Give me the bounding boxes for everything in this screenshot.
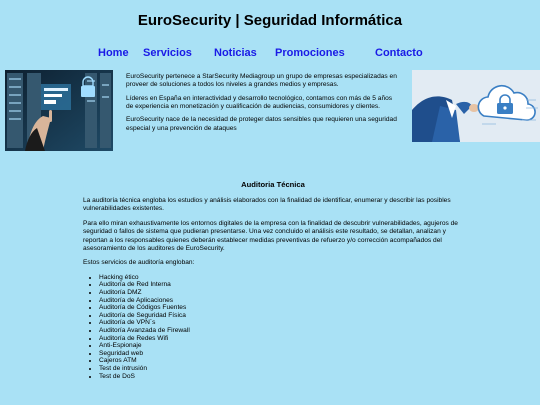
list-item: • Auditoría DMZ bbox=[99, 289, 463, 297]
section-heading: Auditoria Técnica bbox=[241, 180, 305, 189]
nav-servicios-link[interactable]: Servicios bbox=[143, 47, 192, 59]
list-item: • Hacking ético bbox=[99, 274, 463, 282]
list-item: • Auditoría de Redes Wifi bbox=[99, 335, 463, 343]
list-item: • Auditoría de VPN´s bbox=[99, 319, 463, 327]
list-item: • Auditoría de Red Interna bbox=[99, 281, 463, 289]
nav-contacto-link[interactable]: Contacto bbox=[375, 47, 423, 59]
list-item: • Auditoría de Seguridad Física bbox=[99, 312, 463, 320]
list-item: • Anti-Espionaje bbox=[99, 342, 463, 350]
nav-home-link[interactable]: Home bbox=[98, 47, 129, 59]
cloud-security-image bbox=[412, 70, 540, 142]
list-item: • Test de intrusión bbox=[99, 365, 463, 373]
site-title: EuroSecurity | Seguridad Informática bbox=[137, 12, 403, 29]
intro-paragraph: EuroSecurity nace de la necesidad de proteger datos sensibles que requieren una seguridad especial y una prevención de ataques bbox=[126, 116, 397, 132]
main-content bbox=[83, 180, 463, 380]
intro-paragraph: Líderes en España en interactividad y desarrollo tecnológico, contamos con más de 5 años de experiencia en monetización y cualificación de audiencias, consumidores y clientes. bbox=[126, 94, 393, 111]
list-item: • Seguridad web bbox=[99, 350, 463, 358]
content-paragraph: Estos servicios de auditoría engloban: bbox=[83, 259, 195, 267]
intro-text bbox=[126, 73, 398, 138]
nav-promociones-link[interactable]: Promociones bbox=[275, 47, 345, 59]
content-paragraph: Para ello miran exhaustivamente los entornos digitales de la empresa con la finalidad de descubrir vulnerabilidades, agujeros de seguridad o fallos de sistema que pudieran presentarse. Una vez concluido el análisis este resultado, se detallan, analizan y reportan a los responsables quienes deberán establecer medidas preventivas de refuerzo y/o corrección acompañados del asesoramiento de los auditores de EuroSecurity. bbox=[83, 219, 458, 253]
list-item: • Auditoría de Aplicaciones bbox=[99, 297, 463, 305]
list-item: • Test de DoS bbox=[99, 373, 463, 381]
list-item: • Cajeros ATM bbox=[99, 357, 463, 365]
content-paragraph: La auditoría técnica engloba los estudios y análisis elaborados con la finalidad de identificar, enumerar y describir las posibles vulnerabilidades existentes. bbox=[83, 197, 451, 213]
services-list bbox=[83, 274, 463, 380]
list-item: • Auditoría Avanzada de Firewall bbox=[99, 327, 463, 335]
list-item: • Auditoría de Códigos Fuentes bbox=[99, 304, 463, 312]
security-rack-image bbox=[5, 70, 113, 151]
nav-noticias-link[interactable]: Noticias bbox=[214, 47, 257, 59]
intro-paragraph: EuroSecurity pertenece a StarSecurity Mediagroup un grupo de empresas especializadas en proveer de soluciones a todos los niveles a grandes medios y empresas. bbox=[126, 73, 397, 89]
